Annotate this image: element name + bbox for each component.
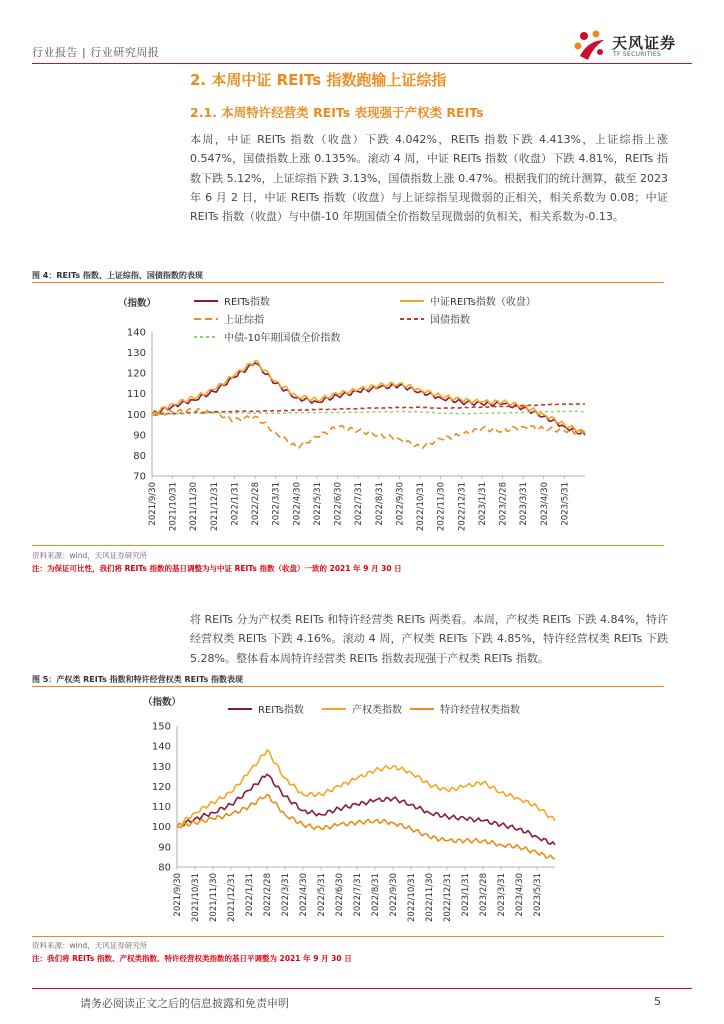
x-tick-label: 2022/4/30: [299, 873, 309, 917]
figure-5-source: 资料来源：wind，天风证券研究所: [32, 941, 148, 950]
x-tick-label: 2021/12/31: [209, 482, 220, 531]
legend-label: REITs指数: [224, 297, 270, 308]
y-tick-label: 140: [151, 741, 171, 753]
x-tick-label: 2021/11/30: [209, 873, 219, 922]
series-line-0: [177, 774, 555, 845]
company-logo: [572, 30, 694, 64]
logo-subtitle: TF SECURITIES: [613, 51, 662, 58]
x-tick-label: 2022/10/31: [416, 482, 427, 531]
x-tick-label: 2022/10/31: [407, 873, 417, 922]
logo-name: 天风证券: [612, 34, 677, 52]
legend-label: 中证REITs指数（收盘）: [430, 297, 536, 308]
figure-5-note: 注：我们将 REITs 指数、产权类指数、特许经营权类指数的基日平调整为 2021 年 9 月 30 日: [32, 954, 352, 963]
y-tick-label: 90: [133, 430, 146, 442]
y-tick-label: 140: [126, 327, 146, 339]
figure-4-bottom-rule: [32, 545, 664, 546]
x-tick-label: 2022/1/31: [245, 873, 255, 917]
x-tick-label: 2022/11/30: [425, 873, 435, 922]
y-tick-label: 70: [133, 471, 146, 483]
legend-label: 产权类指数: [352, 705, 402, 716]
footer-disclaimer[interactable]: 请务必阅读正文之后的信息披露和免责申明: [80, 997, 289, 1010]
x-tick-label: 2022/5/31: [317, 873, 327, 917]
body-paragraph-1: 本周，中证 REITs 指数（收盘）下跌 4.042%，REITs 指数下跌 4.413%，上证综指上涨 0.547%，国债指数上涨 0.135%。滚动 4 周，中证 REITs 指数（收盘）下跌 4.81%，REITs 指数下跌 5.12%，上证综指下跌 3.13%，国债指数上涨 0.47%。根据我们的统计测算，截至 2023 年 6 月 2 日，中证 REITs 指数（收盘）与上证综指呈现微弱的正相关，相关系数为 0.08；中证 REITs 指数（收盘）与中债-10 年期国债全价指数呈现微弱的负相关，相关系数为-0.13。: [190, 133, 668, 224]
y-tick-label: 80: [133, 450, 146, 462]
y-tick-label: 100: [151, 822, 171, 834]
x-tick-label: 2022/7/31: [353, 873, 363, 917]
figure-5-top-rule: [32, 686, 664, 687]
header-divider: [32, 63, 692, 64]
y-axis-label: （指数）: [118, 298, 157, 309]
y-tick-label: 130: [151, 761, 171, 773]
figure-4-top-rule: [32, 282, 664, 283]
x-tick-label: 2021/9/30: [148, 482, 158, 526]
series-line-1: [177, 750, 555, 827]
x-tick-label: 2022/7/31: [354, 482, 365, 526]
figure-4-chart: [32, 286, 664, 542]
x-tick-label: 2023/5/31: [560, 482, 571, 526]
x-tick-label: 2023/2/28: [479, 873, 489, 917]
y-tick-label: 110: [151, 802, 171, 814]
x-tick-label: 2023/1/31: [477, 482, 488, 526]
y-tick-label: 150: [151, 721, 171, 733]
x-tick-label: 2022/11/30: [436, 482, 447, 531]
x-tick-label: 2022/5/31: [312, 482, 323, 526]
y-tick-label: 130: [126, 348, 146, 360]
figure-5-bottom-rule: [32, 936, 664, 937]
x-tick-label: 2023/3/31: [519, 481, 530, 526]
series-line-0: [152, 363, 585, 435]
subsection-title: 2.1. 本周特许经营类 REITs 表现强于产权类 REITs: [190, 105, 484, 120]
figure-5-title: 图 5：产权类 REITs 指数和特许经营权类 REITs 指数表现: [32, 675, 244, 684]
legend-label: 上证综指: [224, 315, 264, 326]
y-tick-label: 120: [126, 368, 146, 380]
x-tick-label: 2022/2/28: [251, 482, 262, 526]
section-title: 2. 本周中证 REITs 指数跑输上证综指: [190, 71, 447, 89]
y-axis-label: （指数）: [143, 697, 182, 708]
figure-4-source: 资料来源：wind，天风证券研究所: [32, 551, 148, 560]
y-tick-label: 90: [158, 842, 171, 854]
x-tick-label: 2021/10/31: [168, 482, 179, 531]
x-tick-label: 2022/8/31: [374, 482, 385, 526]
figure-5-chart: [32, 690, 664, 934]
y-tick-label: 120: [151, 781, 171, 793]
x-tick-label: 2023/3/31: [497, 873, 507, 917]
x-tick-label: 2022/9/30: [389, 873, 399, 917]
legend-label: 国债指数: [430, 315, 470, 326]
body-paragraph-2: 将 REITs 分为产权类 REITs 和特许经营类 REITs 两类看。本周，产权类 REITs 下跌 4.84%，特许经营权类 REITs 下跌 4.16%。滚动 4 周，产权类 REITs 下跌 4.85%，特许经营权类 REITs 下跌 5.28%。整体看本周特许经营类 REITs 指数表现强于产权类 REITs 指数。: [190, 613, 668, 665]
series-line-1: [152, 361, 585, 433]
y-tick-label: 80: [158, 862, 171, 874]
x-tick-label: 2023/4/30: [515, 873, 525, 917]
x-tick-label: 2023/2/28: [498, 482, 509, 526]
figure-4-note: 注：为保证可比性，我们将 REITs 指数的基日调整为与中证 REITs 指数（收盘）一致的 2021 年 9 月 30 日: [32, 564, 402, 573]
x-tick-label: 2021/12/31: [227, 873, 237, 922]
x-tick-label: 2023/1/31: [461, 873, 471, 917]
legend-label: 特许经营权类指数: [440, 705, 520, 716]
page-number: 5: [654, 995, 661, 1008]
legend-label: REITs指数: [258, 705, 304, 716]
figure-4-title: 图 4：REITs 指数、上证综指、国债指数的表现: [32, 271, 203, 280]
x-tick-label: 2022/3/31: [271, 482, 282, 526]
x-tick-label: 2022/6/30: [333, 482, 344, 526]
y-tick-label: 110: [126, 389, 146, 401]
x-tick-label: 2022/4/30: [292, 482, 303, 526]
series-line-2: [152, 409, 585, 449]
x-tick-label: 2021/9/30: [173, 873, 183, 917]
footer-divider: [32, 988, 692, 989]
x-tick-label: 2022/1/31: [230, 482, 241, 526]
x-tick-label: 2022/8/31: [371, 873, 381, 917]
x-tick-label: 2021/10/31: [191, 873, 201, 922]
x-tick-label: 2022/12/31: [457, 482, 468, 531]
y-tick-label: 100: [126, 409, 146, 421]
x-tick-label: 2023/4/30: [539, 482, 550, 526]
x-tick-label: 2022/12/31: [443, 873, 453, 922]
x-tick-label: 2022/9/30: [395, 482, 406, 526]
x-tick-label: 2023/5/31: [533, 873, 543, 917]
legend-label: 中债-10年期国债全价指数: [224, 333, 341, 344]
report-type-label: 行业报告 | 行业研究周报: [32, 46, 160, 59]
x-tick-label: 2021/11/30: [189, 482, 200, 531]
x-tick-label: 2022/6/30: [335, 873, 345, 917]
x-tick-label: 2022/2/28: [263, 873, 273, 917]
x-tick-label: 2022/3/31: [281, 873, 291, 917]
logo-mark-icon: [572, 30, 608, 64]
